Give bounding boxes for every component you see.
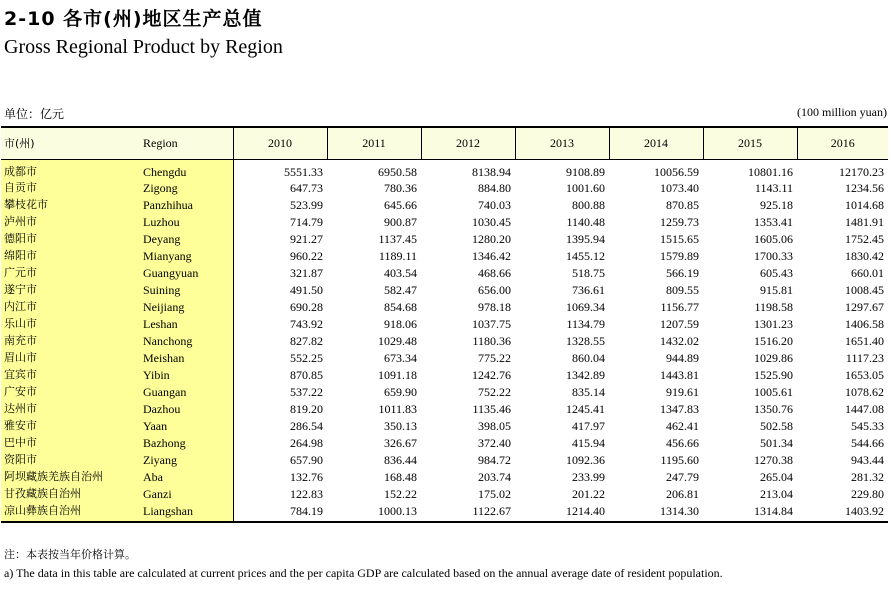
table-row bbox=[1, 384, 888, 401]
gdp-value-2015: 1314.84 bbox=[703, 503, 797, 522]
gdp-value-2014: 1195.60 bbox=[660, 453, 699, 467]
gdp-value-2015: 502.58 bbox=[760, 419, 793, 433]
header-year-2013: 2013 bbox=[515, 127, 609, 159]
gdp-value-2011: 836.44 bbox=[384, 453, 417, 467]
gdp-value-2010: 921.27 bbox=[233, 231, 327, 248]
region-name: Zigong bbox=[135, 180, 233, 197]
city-name-cn: 资阳市 bbox=[1, 452, 135, 469]
region-name: Guangyuan bbox=[135, 265, 233, 282]
gdp-value-2012: 372.40 bbox=[478, 436, 511, 450]
gdp-value-2013: 1214.40 bbox=[515, 503, 609, 522]
gdp-value-2016: 1403.92 bbox=[797, 503, 888, 522]
gdp-value-2015: 1353.41 bbox=[754, 215, 793, 229]
gdp-value-2011: 6950.58 bbox=[378, 164, 417, 179]
region-name: Guangan bbox=[135, 384, 233, 401]
region-name: Ganzi bbox=[135, 486, 233, 503]
gdp-value-2015: 1605.06 bbox=[754, 232, 793, 246]
gdp-value-2016: 1406.58 bbox=[845, 317, 884, 331]
gdp-value-2013: 835.14 bbox=[572, 385, 605, 399]
gdp-value-2016: 1117.23 bbox=[845, 351, 884, 365]
table-row bbox=[1, 316, 888, 333]
gdp-value-2014: 1073.40 bbox=[660, 181, 699, 195]
city-name-cn: 凉山彝族自治州 bbox=[1, 503, 135, 522]
gdp-value-2015: 501.34 bbox=[760, 436, 793, 450]
table-row bbox=[1, 486, 888, 503]
gdp-value-2016: 1078.62 bbox=[845, 385, 884, 399]
gdp-value-2016: 544.66 bbox=[851, 436, 884, 450]
gdp-value-2013: 1395.94 bbox=[566, 232, 605, 246]
gdp-value-2013: 9108.89 bbox=[566, 164, 605, 179]
gdp-value-2010: 523.99 bbox=[233, 197, 327, 214]
region-name: Aba bbox=[135, 469, 233, 486]
gdp-value-2013: 860.04 bbox=[572, 351, 605, 365]
region-name: Liangshan bbox=[135, 503, 233, 522]
table-row bbox=[1, 282, 888, 299]
gdp-value-2016: 1008.45 bbox=[845, 283, 884, 297]
gdp-value-2014: 1432.02 bbox=[660, 334, 699, 348]
table-row bbox=[1, 367, 888, 384]
table-row bbox=[1, 197, 888, 214]
gdp-value-2014: 1259.73 bbox=[660, 215, 699, 229]
gdp-value-2015: 1350.76 bbox=[754, 402, 793, 416]
gdp-value-2011: 854.68 bbox=[384, 300, 417, 314]
city-name-cn: 阿坝藏族羌族自治州 bbox=[1, 469, 135, 486]
gdp-value-2010: 827.82 bbox=[233, 333, 327, 350]
region-name: Leshan bbox=[135, 316, 233, 333]
unit-label-en: (100 million yuan) bbox=[797, 105, 887, 119]
city-name-cn: 内江市 bbox=[1, 299, 135, 316]
gdp-value-2011: 673.34 bbox=[384, 351, 417, 365]
gdp-value-2014: 206.81 bbox=[666, 487, 699, 501]
gdp-value-2012: 1122.67 bbox=[421, 503, 515, 522]
gdp-value-2010: 714.79 bbox=[233, 214, 327, 231]
gdp-value-2013: 417.97 bbox=[572, 419, 605, 433]
table-row bbox=[1, 469, 888, 486]
gdp-value-2012: 775.22 bbox=[478, 351, 511, 365]
table-header-row bbox=[1, 127, 888, 159]
city-name-cn: 德阳市 bbox=[1, 231, 135, 248]
table-row bbox=[1, 452, 888, 469]
gdp-value-2015: 605.43 bbox=[760, 266, 793, 280]
gdp-value-2011: 582.47 bbox=[384, 283, 417, 297]
gdp-value-2016: 12170.23 bbox=[839, 164, 884, 179]
gdp-value-2010: 122.83 bbox=[233, 486, 327, 503]
gdp-value-2013: 415.94 bbox=[572, 436, 605, 450]
gdp-value-2010: 960.22 bbox=[233, 248, 327, 265]
region-name: Yibin bbox=[135, 367, 233, 384]
gdp-value-2010: 819.20 bbox=[233, 401, 327, 418]
table-row bbox=[1, 435, 888, 452]
gdp-table bbox=[1, 126, 888, 523]
gdp-value-2014: 1314.30 bbox=[609, 503, 703, 522]
table-row bbox=[1, 350, 888, 367]
city-name-cn: 甘孜藏族自治州 bbox=[1, 486, 135, 503]
gdp-value-2012: 175.02 bbox=[478, 487, 511, 501]
gdp-value-2011: 1000.13 bbox=[327, 503, 421, 522]
city-name-cn: 乐山市 bbox=[1, 316, 135, 333]
region-name: Suining bbox=[135, 282, 233, 299]
page-title-en: Gross Regional Product by Region bbox=[4, 36, 283, 58]
gdp-value-2010: 491.50 bbox=[233, 282, 327, 299]
gdp-value-2014: 944.89 bbox=[666, 351, 699, 365]
city-name-cn: 广元市 bbox=[1, 265, 135, 282]
gdp-value-2014: 1443.81 bbox=[660, 368, 699, 382]
gdp-value-2012: 1242.76 bbox=[472, 368, 511, 382]
gdp-value-2010: 537.22 bbox=[233, 384, 327, 401]
gdp-value-2014: 1156.77 bbox=[660, 300, 699, 314]
header-year-2012: 2012 bbox=[421, 127, 515, 159]
header-year-2015: 2015 bbox=[703, 127, 797, 159]
gdp-value-2016: 1752.45 bbox=[845, 232, 884, 246]
gdp-value-2012: 1346.42 bbox=[472, 249, 511, 263]
gdp-value-2013: 1342.89 bbox=[566, 368, 605, 382]
gdp-value-2010: 321.87 bbox=[233, 265, 327, 282]
region-name: Bazhong bbox=[135, 435, 233, 452]
gdp-value-2010: 743.92 bbox=[233, 316, 327, 333]
table-row bbox=[1, 159, 888, 180]
gdp-value-2011: 1189.11 bbox=[378, 249, 417, 263]
gdp-value-2014: 1347.83 bbox=[660, 402, 699, 416]
table-row bbox=[1, 231, 888, 248]
gdp-value-2012: 203.74 bbox=[478, 470, 511, 484]
region-name: Neijiang bbox=[135, 299, 233, 316]
table-row bbox=[1, 333, 888, 350]
gdp-value-2015: 925.18 bbox=[760, 198, 793, 212]
city-name-cn: 雅安市 bbox=[1, 418, 135, 435]
unit-label-cn: 单位：亿元 bbox=[4, 107, 65, 121]
gdp-value-2015: 1143.11 bbox=[754, 181, 793, 195]
gdp-value-2014: 1579.89 bbox=[660, 249, 699, 263]
table-row bbox=[1, 401, 888, 418]
gdp-value-2012: 978.18 bbox=[478, 300, 511, 314]
gdp-value-2011: 326.67 bbox=[384, 436, 417, 450]
gdp-value-2011: 918.06 bbox=[384, 317, 417, 331]
gdp-value-2015: 213.04 bbox=[760, 487, 793, 501]
city-name-cn: 泸州市 bbox=[1, 214, 135, 231]
table-row bbox=[1, 418, 888, 435]
gdp-value-2016: 545.33 bbox=[851, 419, 884, 433]
city-name-cn: 自贡市 bbox=[1, 180, 135, 197]
city-name-cn: 南充市 bbox=[1, 333, 135, 350]
gdp-value-2010: 264.98 bbox=[233, 435, 327, 452]
gdp-value-2013: 1134.79 bbox=[566, 317, 605, 331]
header-year-2010: 2010 bbox=[233, 127, 327, 159]
gdp-value-2013: 1092.36 bbox=[566, 453, 605, 467]
table-body bbox=[1, 159, 888, 522]
gdp-value-2013: 201.22 bbox=[572, 487, 605, 501]
city-name-cn: 巴中市 bbox=[1, 435, 135, 452]
city-name-cn: 成都市 bbox=[1, 159, 135, 180]
gdp-value-2014: 456.66 bbox=[666, 436, 699, 450]
gdp-value-2012: 1037.75 bbox=[472, 317, 511, 331]
gdp-value-2012: 656.00 bbox=[478, 283, 511, 297]
gdp-value-2010: 552.25 bbox=[233, 350, 327, 367]
gdp-value-2010: 690.28 bbox=[233, 299, 327, 316]
region-name: Deyang bbox=[135, 231, 233, 248]
gdp-value-2015: 1700.33 bbox=[754, 249, 793, 263]
gdp-value-2011: 1029.48 bbox=[378, 334, 417, 348]
gdp-value-2011: 900.87 bbox=[384, 215, 417, 229]
gdp-value-2010: 870.85 bbox=[233, 367, 327, 384]
gdp-value-2012: 8138.94 bbox=[472, 164, 511, 179]
gdp-value-2013: 1069.34 bbox=[566, 300, 605, 314]
gdp-value-2014: 870.85 bbox=[666, 198, 699, 212]
footnote-en: a) The data in this table are calculated at current prices and the per capita GDP are calculated based on the annual average date of resident population. bbox=[4, 566, 723, 580]
gdp-value-2010: 132.76 bbox=[233, 469, 327, 486]
region-name: Dazhou bbox=[135, 401, 233, 418]
gdp-value-2014: 809.55 bbox=[666, 283, 699, 297]
gdp-value-2010: 5551.33 bbox=[233, 159, 327, 180]
city-name-cn: 攀枝花市 bbox=[1, 197, 135, 214]
table-row bbox=[1, 265, 888, 282]
gdp-value-2011: 1091.18 bbox=[378, 368, 417, 382]
gdp-value-2016: 1014.68 bbox=[845, 198, 884, 212]
gdp-value-2013: 1455.12 bbox=[566, 249, 605, 263]
city-name-cn: 眉山市 bbox=[1, 350, 135, 367]
header-year-2014: 2014 bbox=[609, 127, 703, 159]
gdp-value-2010: 286.54 bbox=[233, 418, 327, 435]
gdp-value-2014: 1207.59 bbox=[660, 317, 699, 331]
table-row bbox=[1, 299, 888, 316]
gdp-value-2015: 1029.86 bbox=[754, 351, 793, 365]
region-name: Chengdu bbox=[135, 159, 233, 180]
region-name: Mianyang bbox=[135, 248, 233, 265]
gdp-value-2011: 350.13 bbox=[384, 419, 417, 433]
region-name: Luzhou bbox=[135, 214, 233, 231]
page-title-cn: 2-10 各市(州)地区生产总值 bbox=[4, 8, 263, 30]
gdp-value-2016: 1830.42 bbox=[845, 249, 884, 263]
table-row bbox=[1, 214, 888, 231]
gdp-value-2016: 1481.91 bbox=[845, 215, 884, 229]
gdp-value-2012: 1135.46 bbox=[472, 402, 511, 416]
table-row bbox=[1, 180, 888, 197]
gdp-value-2011: 1137.45 bbox=[378, 232, 417, 246]
gdp-value-2015: 1525.90 bbox=[754, 368, 793, 382]
gdp-value-2016: 1447.08 bbox=[845, 402, 884, 416]
gdp-value-2011: 780.36 bbox=[384, 181, 417, 195]
city-name-cn: 广安市 bbox=[1, 384, 135, 401]
gdp-value-2015: 1270.38 bbox=[754, 453, 793, 467]
gdp-value-2012: 884.80 bbox=[478, 181, 511, 195]
gdp-value-2015: 1301.23 bbox=[754, 317, 793, 331]
gdp-value-2016: 943.44 bbox=[851, 453, 884, 467]
gdp-value-2011: 645.66 bbox=[384, 198, 417, 212]
gdp-value-2012: 984.72 bbox=[478, 453, 511, 467]
gdp-value-2016: 1234.56 bbox=[845, 181, 884, 195]
gdp-value-2013: 1001.60 bbox=[566, 181, 605, 195]
header-year-2016: 2016 bbox=[797, 127, 888, 159]
gdp-value-2015: 265.04 bbox=[760, 470, 793, 484]
gdp-value-2014: 1515.65 bbox=[660, 232, 699, 246]
gdp-value-2013: 1140.48 bbox=[566, 215, 605, 229]
gdp-value-2012: 1280.20 bbox=[472, 232, 511, 246]
gdp-value-2010: 647.73 bbox=[233, 180, 327, 197]
gdp-value-2016: 1297.67 bbox=[845, 300, 884, 314]
gdp-value-2011: 152.22 bbox=[384, 487, 417, 501]
region-name: Meishan bbox=[135, 350, 233, 367]
gdp-value-2014: 566.19 bbox=[666, 266, 699, 280]
gdp-value-2013: 1328.55 bbox=[566, 334, 605, 348]
city-name-cn: 宜宾市 bbox=[1, 367, 135, 384]
gdp-value-2015: 915.81 bbox=[760, 283, 793, 297]
gdp-value-2012: 468.66 bbox=[478, 266, 511, 280]
gdp-value-2015: 10801.16 bbox=[748, 164, 793, 179]
gdp-value-2012: 752.22 bbox=[478, 385, 511, 399]
gdp-value-2013: 736.61 bbox=[572, 283, 605, 297]
gdp-value-2013: 233.99 bbox=[572, 470, 605, 484]
gdp-value-2012: 1030.45 bbox=[472, 215, 511, 229]
gdp-value-2013: 518.75 bbox=[572, 266, 605, 280]
gdp-value-2012: 740.03 bbox=[478, 198, 511, 212]
table-row bbox=[1, 248, 888, 265]
header-region: Region bbox=[135, 127, 233, 159]
gdp-value-2012: 1180.36 bbox=[472, 334, 511, 348]
city-name-cn: 达州市 bbox=[1, 401, 135, 418]
gdp-value-2014: 10056.59 bbox=[654, 164, 699, 179]
gdp-value-2014: 247.79 bbox=[666, 470, 699, 484]
header-year-2011: 2011 bbox=[327, 127, 421, 159]
gdp-value-2011: 403.54 bbox=[384, 266, 417, 280]
region-name: Yaan bbox=[135, 418, 233, 435]
gdp-value-2011: 1011.83 bbox=[378, 402, 417, 416]
gdp-value-2013: 1245.41 bbox=[566, 402, 605, 416]
gdp-value-2010: 784.19 bbox=[233, 503, 327, 522]
gdp-value-2011: 168.48 bbox=[384, 470, 417, 484]
table-row bbox=[1, 503, 888, 522]
city-name-cn: 绵阳市 bbox=[1, 248, 135, 265]
region-name: Panzhihua bbox=[135, 197, 233, 214]
gdp-value-2013: 800.88 bbox=[572, 198, 605, 212]
gdp-value-2016: 229.80 bbox=[851, 487, 884, 501]
city-name-cn: 遂宁市 bbox=[1, 282, 135, 299]
gdp-value-2015: 1516.20 bbox=[754, 334, 793, 348]
region-name: Ziyang bbox=[135, 452, 233, 469]
gdp-value-2016: 660.01 bbox=[851, 266, 884, 280]
footnote-cn: 注：本表按当年价格计算。 bbox=[4, 548, 136, 561]
gdp-value-2012: 398.05 bbox=[478, 419, 511, 433]
gdp-value-2016: 1651.40 bbox=[845, 334, 884, 348]
gdp-value-2010: 657.90 bbox=[233, 452, 327, 469]
gdp-value-2011: 659.90 bbox=[384, 385, 417, 399]
header-city-cn: 市(州) bbox=[1, 127, 135, 159]
gdp-value-2014: 462.41 bbox=[666, 419, 699, 433]
gdp-value-2016: 1653.05 bbox=[845, 368, 884, 382]
gdp-value-2015: 1005.61 bbox=[754, 385, 793, 399]
region-name: Nanchong bbox=[135, 333, 233, 350]
gdp-value-2015: 1198.58 bbox=[754, 300, 793, 314]
gdp-value-2014: 919.61 bbox=[666, 385, 699, 399]
gdp-value-2016: 281.32 bbox=[851, 470, 884, 484]
